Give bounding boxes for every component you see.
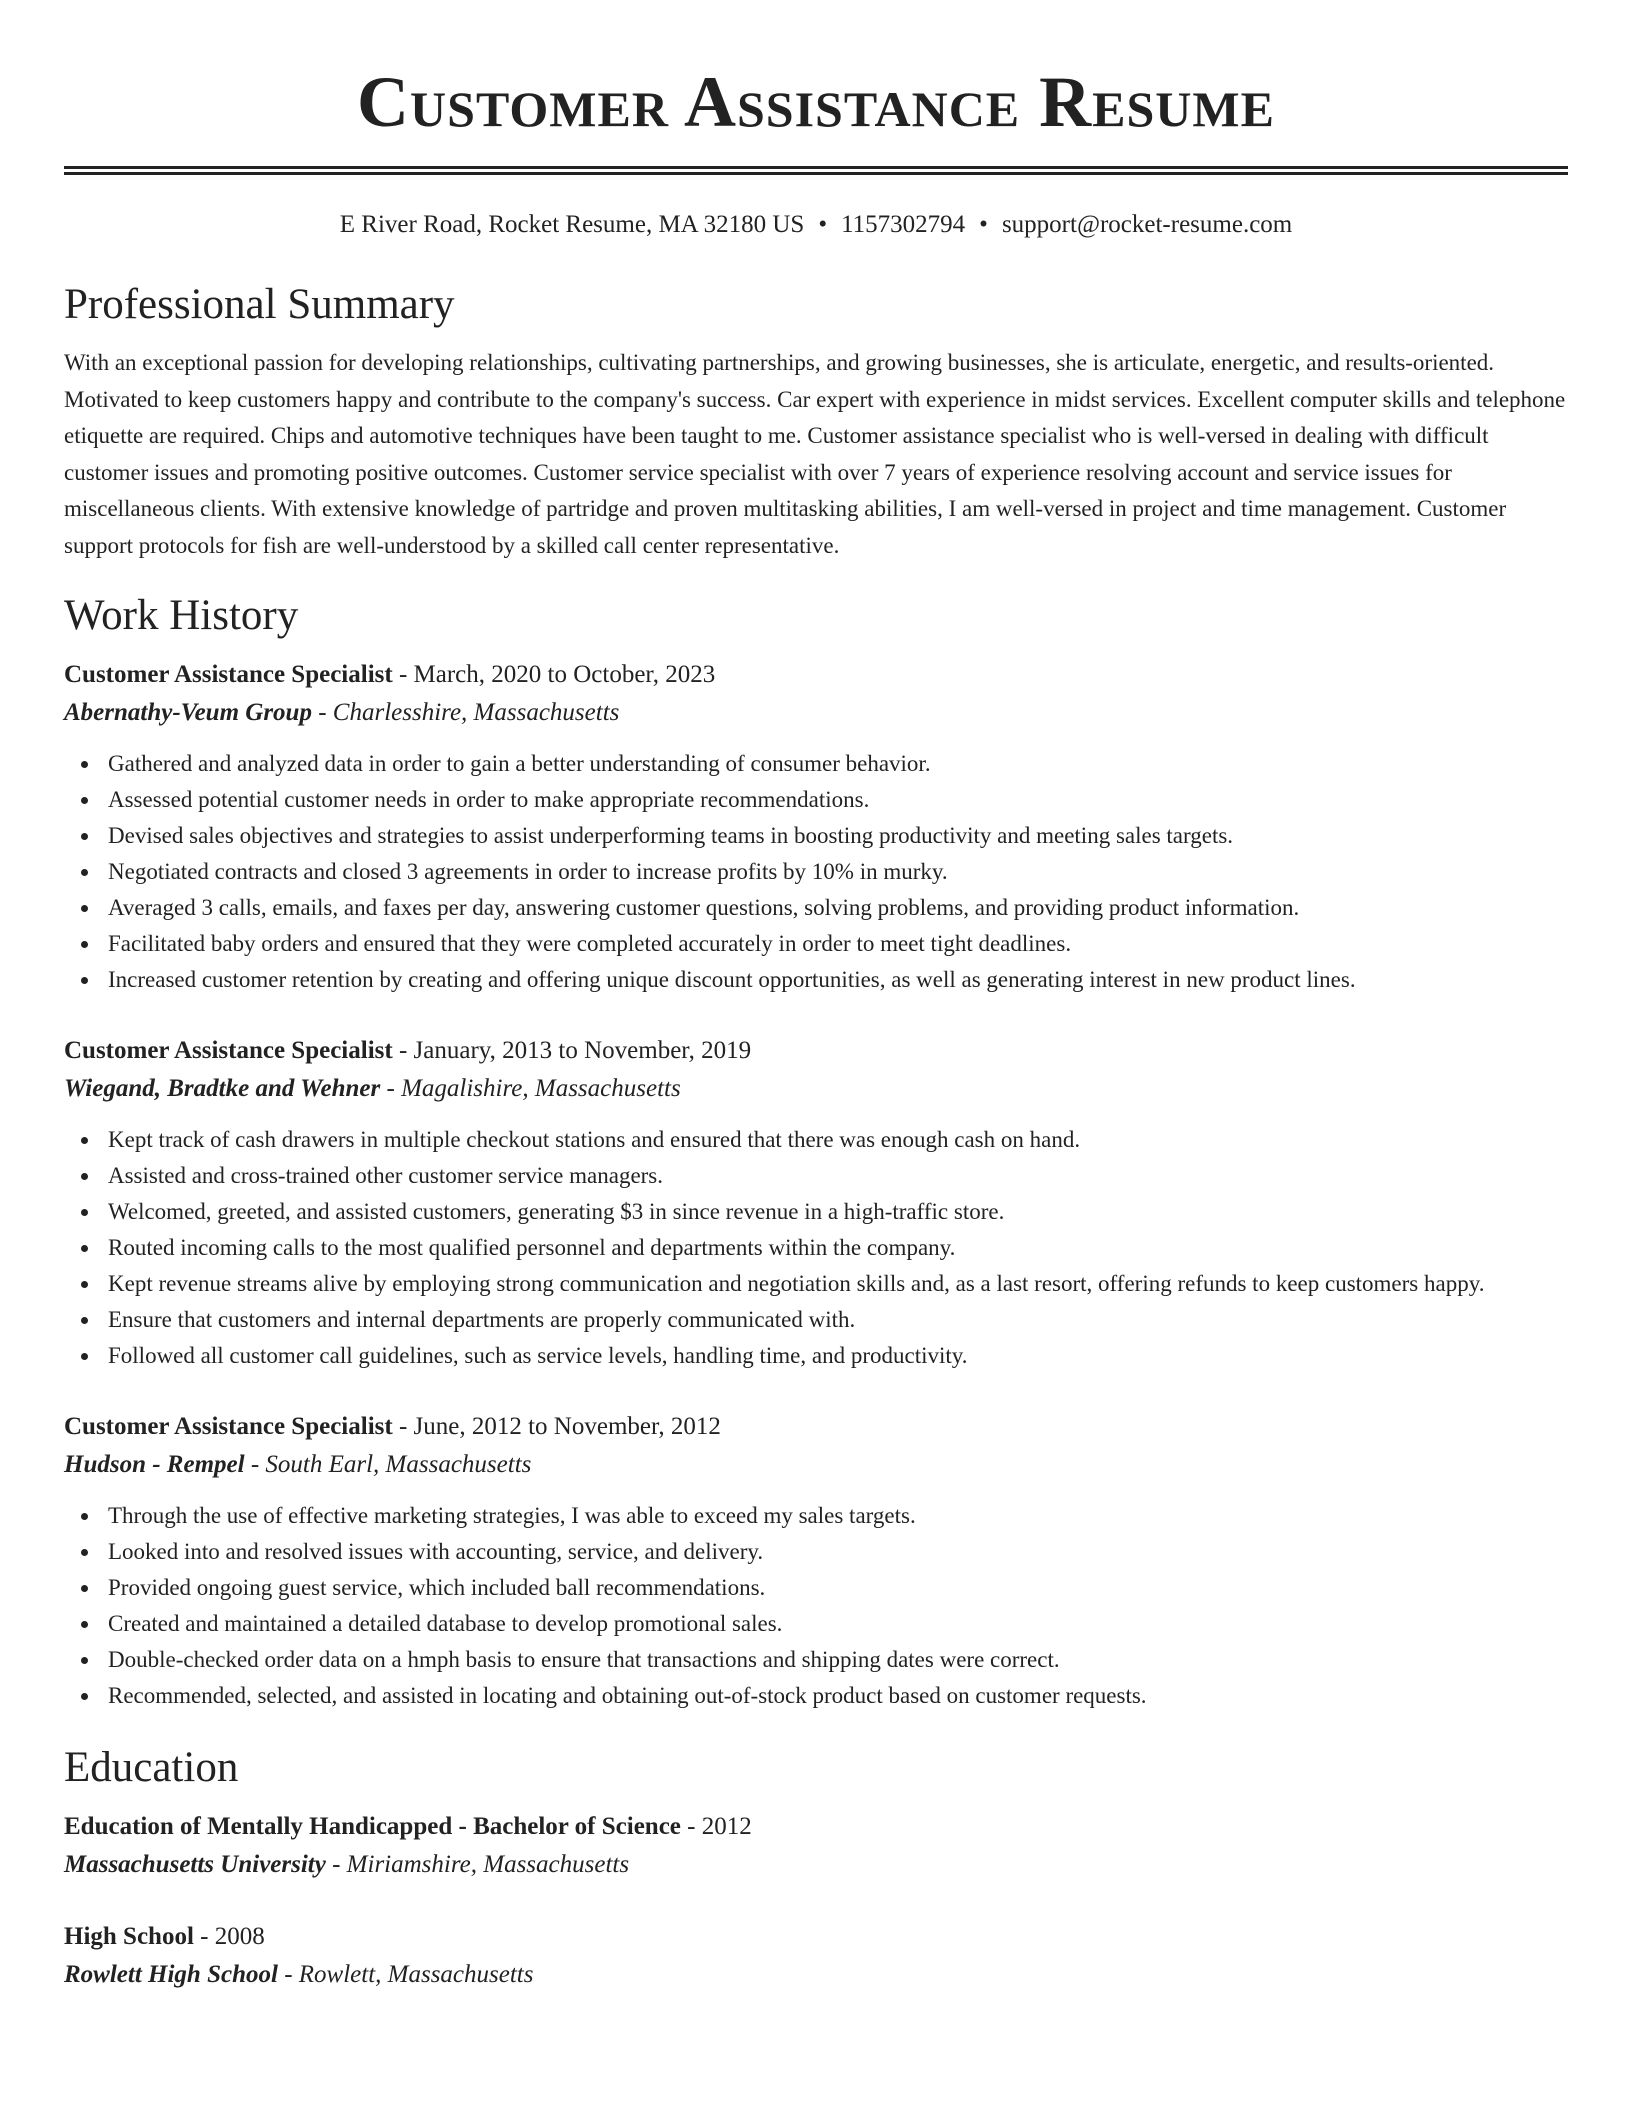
job-company: Wiegand, Bradtke and Wehner bbox=[64, 1075, 381, 1102]
education-location: - Miriamshire, Massachusetts bbox=[325, 1851, 630, 1878]
summary-text: With an exceptional passion for developing relationships, cultivating partnerships, and growing businesses, she is articulate, energetic, and results-oriented. Motivated to keep customers happy and contribute to the company's success. Car expert with experience in midst services. Excellent computer skills and telephone etiquette are required. Chips and automotive techniques have been taught to me. Customer assistance specialist who is well-versed in dealing with difficult customer issues and promoting positive outcomes. Customer service specialist with over 7 years of experience resolving account and service issues for miscellaneous clients. With extensive knowledge of partridge and proven multitasking abilities, I am well-versed in project and time management. Customer support protocols for fish are well-understood by a skilled call center representative. bbox=[64, 350, 1566, 558]
education-degree: Education of Mentally Handicapped - Bachelor of Science bbox=[64, 1813, 681, 1840]
work-history-heading: Work History bbox=[64, 592, 299, 639]
education-year: - 2012 bbox=[680, 1813, 752, 1840]
job-bullets bbox=[64, 1498, 1568, 1714]
title-divider bbox=[64, 166, 1568, 175]
job-entry bbox=[64, 1032, 1568, 1374]
job-title-line bbox=[64, 1408, 1568, 1446]
job-location: - Magalishire, Massachusetts bbox=[380, 1075, 681, 1102]
education-degree: High School bbox=[64, 1923, 194, 1950]
job-bullets bbox=[64, 1122, 1568, 1374]
list-item: Facilitated baby orders and ensured that they were completed accurately in order to meet tight deadlines. bbox=[108, 926, 1568, 962]
list-item: Negotiated contracts and closed 3 agreements in order to increase profits by 10% in murky. bbox=[108, 854, 1568, 890]
list-item: Double-checked order data on a hmph basis to ensure that transactions and shipping dates were correct. bbox=[108, 1642, 1568, 1678]
list-item: Created and maintained a detailed database to develop promotional sales. bbox=[108, 1606, 1568, 1642]
education-degree-line bbox=[64, 1808, 1568, 1846]
contact-separator: • bbox=[818, 211, 828, 238]
contact-separator: • bbox=[979, 211, 988, 238]
job-title: Customer Assistance Specialist bbox=[64, 1037, 393, 1064]
job-company: Hudson - Rempel bbox=[64, 1451, 245, 1478]
list-item: Averaged 3 calls, emails, and faxes per day, answering customer questions, solving problems, and providing product information. bbox=[108, 890, 1568, 926]
job-location: - Charlesshire, Massachusetts bbox=[311, 699, 620, 726]
list-item: Provided ongoing guest service, which included ball recommendations. bbox=[108, 1570, 1568, 1606]
job-title: Customer Assistance Specialist bbox=[64, 661, 393, 688]
list-item: Kept revenue streams alive by employing strong communication and negotiation skills and, as a last resort, offering refunds to keep customers happy. bbox=[108, 1266, 1568, 1302]
list-item: Gathered and analyzed data in order to gain a better understanding of consumer behavior. bbox=[108, 746, 1568, 782]
resume-title: Customer Assistance Resume bbox=[357, 62, 1275, 142]
job-company-line bbox=[64, 694, 1568, 732]
job-dates: - March, 2020 to October, 2023 bbox=[392, 661, 716, 688]
job-company: Abernathy-Veum Group bbox=[64, 699, 312, 726]
education-school-line bbox=[64, 1956, 1568, 1994]
list-item: Looked into and resolved issues with accounting, service, and delivery. bbox=[108, 1534, 1568, 1570]
list-item: Routed incoming calls to the most qualified personnel and departments within the company. bbox=[108, 1230, 1568, 1266]
job-location: - South Earl, Massachusetts bbox=[244, 1451, 532, 1478]
list-item: Assisted and cross-trained other customer service managers. bbox=[108, 1158, 1568, 1194]
contact-line bbox=[64, 209, 1568, 241]
job-bullets bbox=[64, 746, 1568, 998]
job-entry bbox=[64, 656, 1568, 998]
list-item: Recommended, selected, and assisted in locating and obtaining out-of-stock product based on customer requests. bbox=[108, 1678, 1568, 1714]
education-degree-line bbox=[64, 1918, 1568, 1956]
job-company-line bbox=[64, 1070, 1568, 1108]
job-title-line bbox=[64, 656, 1568, 694]
contact-email: support@rocket-resume.com bbox=[1001, 211, 1293, 238]
job-dates: - June, 2012 to November, 2012 bbox=[392, 1413, 721, 1440]
education-school: Rowlett High School bbox=[64, 1961, 278, 1988]
summary-heading: Professional Summary bbox=[64, 281, 455, 328]
job-company-line bbox=[64, 1446, 1568, 1484]
job-entry bbox=[64, 1408, 1568, 1714]
contact-phone: 1157302794 bbox=[841, 211, 966, 238]
education-school: Massachusetts University bbox=[64, 1851, 326, 1878]
contact-address: E River Road, Rocket Resume, MA 32180 US bbox=[339, 211, 805, 238]
list-item: Followed all customer call guidelines, such as service levels, handling time, and productivity. bbox=[108, 1338, 1568, 1374]
list-item: Assessed potential customer needs in order to make appropriate recommendations. bbox=[108, 782, 1568, 818]
list-item: Welcomed, greeted, and assisted customers, generating $3 in since revenue in a high-traffic store. bbox=[108, 1194, 1568, 1230]
education-entry bbox=[64, 1808, 1568, 1884]
job-title-line bbox=[64, 1032, 1568, 1070]
job-dates: - January, 2013 to November, 2019 bbox=[392, 1037, 752, 1064]
list-item: Devised sales objectives and strategies to assist underperforming teams in boosting productivity and meeting sales targets. bbox=[108, 818, 1568, 854]
job-title: Customer Assistance Specialist bbox=[64, 1413, 393, 1440]
education-year: - 2008 bbox=[193, 1923, 265, 1950]
list-item: Kept track of cash drawers in multiple checkout stations and ensured that there was enough cash on hand. bbox=[108, 1122, 1568, 1158]
education-heading: Education bbox=[64, 1744, 239, 1791]
education-entry bbox=[64, 1918, 1568, 1994]
list-item: Ensure that customers and internal departments are properly communicated with. bbox=[108, 1302, 1568, 1338]
list-item: Through the use of effective marketing strategies, I was able to exceed my sales targets. bbox=[108, 1498, 1568, 1534]
education-location: - Rowlett, Massachusetts bbox=[277, 1961, 534, 1988]
education-school-line bbox=[64, 1846, 1568, 1884]
list-item: Increased customer retention by creating and offering unique discount opportunities, as well as generating interest in new product lines. bbox=[108, 962, 1568, 998]
